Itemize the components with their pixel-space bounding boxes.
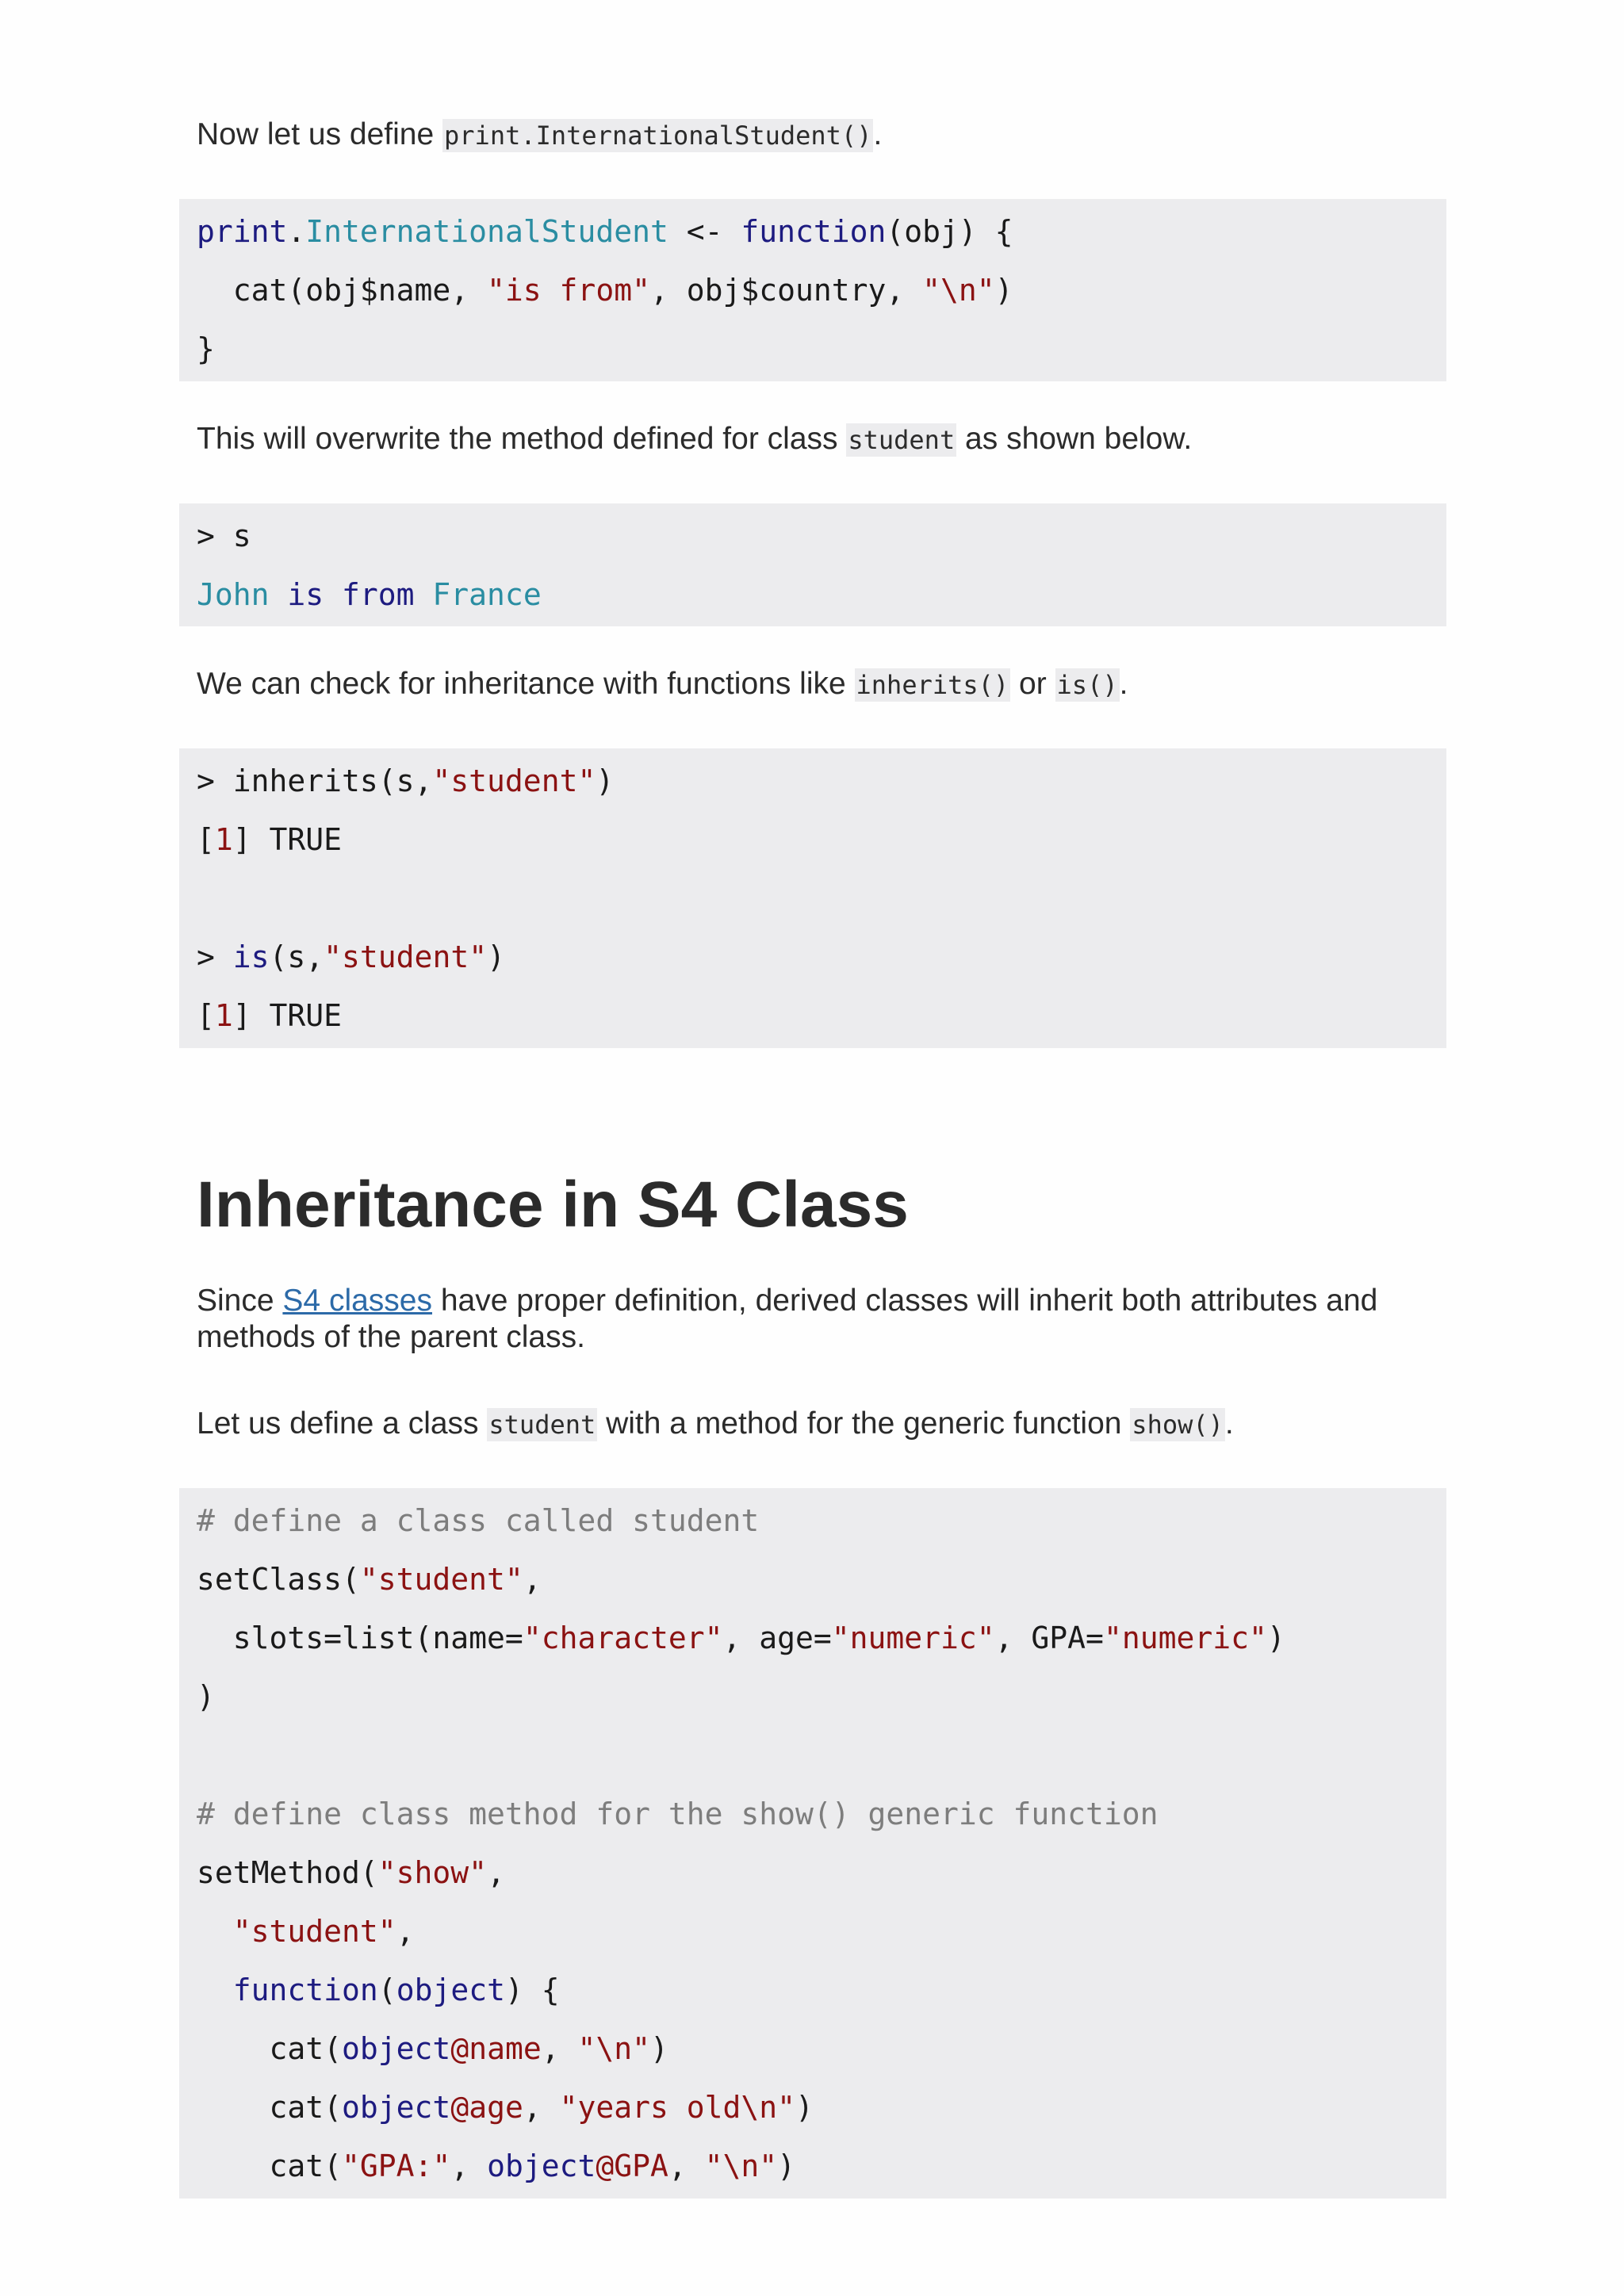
code-token: cat( [197,2090,343,2125]
code-token: setMethod( [197,1855,378,1890]
code-token: InternationalStudent [305,214,668,249]
code-token: > inherits(s, [197,763,433,798]
code-token: "student" [324,939,488,974]
inline-code: print.InternationalStudent() [444,121,872,151]
code-token: @name [450,2031,542,2066]
code-line [197,752,1446,810]
code-token: > [197,939,233,974]
code-token: <- [668,214,741,249]
s4-classes-link[interactable]: S4 classes [282,1284,432,1318]
code-comment: # define a class called student [197,1503,760,1538]
code-token: ] TRUE [232,998,343,1033]
code-token: (obj) { [886,214,1013,249]
code-token: "years old\n" [559,2090,796,2125]
section-heading: Inheritance in S4 Class [197,1169,909,1241]
code-token: , obj$country, [649,273,923,308]
code-token: , [487,1855,505,1890]
code-token: "GPA:" [342,2149,451,2183]
code-token: "\n" [577,2031,650,2066]
code-token: France [414,577,542,612]
code-token: function [232,1973,378,2007]
define-class-paragraph [197,1405,1450,1444]
code-token: cat( [197,2031,343,2066]
code-token: "\n" [704,2149,778,2183]
inline-code: show() [1132,1410,1224,1440]
code-token: ) [994,273,1013,308]
code-token: cat(obj$name, [197,273,488,308]
code-line [197,1667,1446,1726]
code-token: object [487,2149,596,2183]
code-token: ) [487,939,505,974]
code-token: ) [649,2031,668,2066]
code-token: ) [197,1679,215,1714]
inline-code: student [488,1410,596,1440]
code-token: , [523,1562,542,1597]
code-line [197,507,1446,565]
code-line [197,1961,1446,2019]
code-token: "numeric" [1103,1621,1267,1655]
code-line [197,1550,1446,1609]
code-token: ) [596,763,615,798]
inline-code: student [848,425,956,455]
code-line-blank [197,1726,1446,1785]
code-token: object [342,2090,451,2125]
paragraph-text: with a method for the generic function [597,1406,1131,1441]
code-token: , [450,2149,488,2183]
code-token: "is from" [487,273,650,308]
code-line-blank [197,869,1446,928]
code-line [197,320,1446,378]
code-token: [ [197,998,215,1033]
code-token: > s [197,519,251,553]
paragraph-text: as shown below. [956,422,1193,456]
paragraph-text: . [1119,667,1128,701]
code-token: } [197,331,215,366]
code-line [197,810,1446,869]
code-line [197,1491,1446,1550]
code-line [197,1843,1446,1902]
paragraph-text: Since [197,1284,283,1318]
code-token: 1 [214,998,233,1033]
code-token: ) [1266,1621,1285,1655]
code-token: @age [450,2090,523,2125]
code-block-console-output [179,503,1446,626]
s4-intro-paragraph [197,1283,1450,1356]
paragraph-text: We can check for inheritance with functions like [197,667,855,701]
paragraph-text: . [1224,1406,1234,1441]
code-line [197,261,1446,320]
code-token: (s, [269,939,324,974]
paragraph-text: have proper definition, derived classes will inherit both attributes and methods of the parent class. [197,1284,1378,1354]
code-line [197,2078,1446,2137]
code-line [197,1902,1446,1961]
code-token: 1 [214,822,233,857]
paragraph-text: or [1010,667,1055,701]
code-line [197,565,1446,624]
code-token: , [396,1914,415,1949]
code-line [197,928,1446,986]
code-block-print-method [179,199,1446,381]
overwrite-paragraph [197,420,1450,459]
code-token: ( [377,1973,396,2007]
inline-code: inherits() [856,670,1009,700]
code-line [197,2137,1446,2195]
paragraph-text: . [873,117,883,151]
code-token: "numeric" [831,1621,995,1655]
code-line [197,986,1446,1045]
code-token: [ [197,822,215,857]
code-token: , age= [722,1621,832,1655]
code-token: @GPA [596,2149,668,2183]
inheritance-check-paragraph [197,665,1450,704]
code-token: setClass( [197,1562,360,1597]
code-token: "student" [359,1562,523,1597]
code-token: "student" [232,1914,396,1949]
code-line [197,202,1446,261]
inline-code: is() [1056,670,1118,700]
code-token: object [342,2031,451,2066]
code-token [197,1914,233,1949]
code-token: "\n" [922,273,995,308]
code-token: ) [777,2149,796,2183]
code-block-s4-class [179,1488,1446,2198]
code-token: ) [795,2090,814,2125]
code-token: is [232,939,270,974]
code-token: ] TRUE [232,822,343,857]
paragraph-text: This will overwrite the method defined for class [197,422,847,456]
code-line [197,1609,1446,1667]
code-comment: # define class method for the show() generic function [197,1797,1159,1831]
code-line [197,1785,1446,1843]
code-token: is [269,577,343,612]
code-token: , GPA= [994,1621,1104,1655]
code-token: cat( [197,2149,343,2183]
intro-paragraph [197,116,1450,155]
code-token: from [342,577,415,612]
code-token: "character" [523,1621,723,1655]
code-token: "show" [377,1855,488,1890]
code-block-inherits-check [179,748,1446,1048]
code-token: . [287,214,306,249]
code-token: John [197,577,270,612]
code-token: object [396,1973,505,2007]
code-token: slots=list(name= [197,1621,523,1655]
code-token: , [541,2031,578,2066]
code-token: function [741,214,887,249]
paragraph-text: Let us define a class [197,1406,488,1441]
code-token: ) { [504,1973,560,2007]
code-token: print [197,214,288,249]
code-token [197,1973,233,2007]
paragraph-text: Now let us define [197,117,443,151]
code-token: , [668,2149,705,2183]
code-token: , [523,2090,560,2125]
code-token: "student" [432,763,596,798]
code-line [197,2019,1446,2078]
